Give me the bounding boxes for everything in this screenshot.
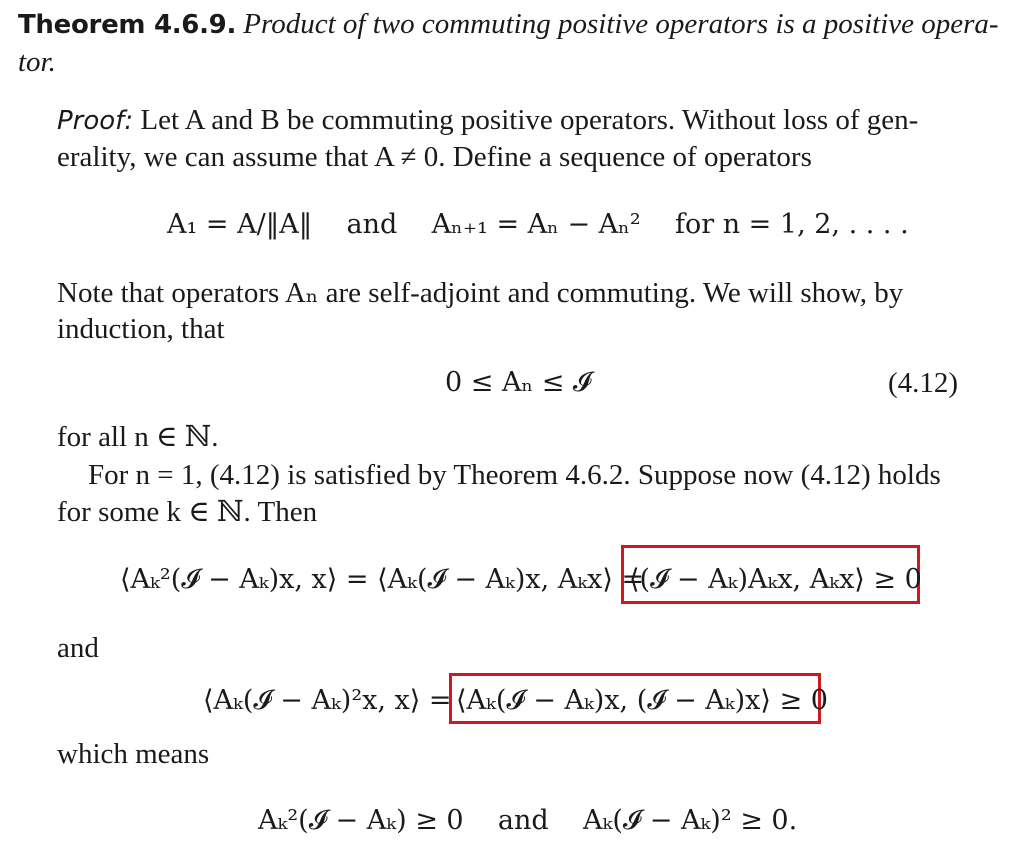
final-equation: Aₖ²(𝓘 − Aₖ) ≥ 0 and Aₖ(𝓘 − Aₖ)² ≥ 0. xyxy=(258,805,798,836)
proof-line-8: which means xyxy=(57,738,210,770)
theorem-statement-line xyxy=(18,6,999,43)
theorem-label: Theorem 4.6.9. xyxy=(18,10,237,40)
proof-line-3: Note that operators Aₙ are self-adjoint and commuting. We will show, by xyxy=(57,277,904,309)
second-equation-boxed: ⟨Aₖ(𝓘 − Aₖ)x, (𝓘 − Aₖ)x⟩ ≥ 0 xyxy=(456,685,828,716)
theorem-statement: Product of two commuting positive operators is a positive opera- xyxy=(243,8,999,40)
proof-label: Proof: xyxy=(57,106,134,136)
theorem-statement-continuation: tor. xyxy=(18,46,56,78)
proof-line-6: For n = 1, (4.12) is satisfied by Theorem 4.6.2. Suppose now (4.12) holds xyxy=(88,459,941,491)
proof-line-5: for all n ∈ ℕ. xyxy=(57,421,219,453)
proof-line-7: for some k ∈ ℕ. Then xyxy=(57,496,318,528)
second-equation-lhs: ⟨Aₖ(𝓘 − Aₖ)²x, x⟩ = xyxy=(203,685,452,716)
first-equation-boxed: ⟨(𝓘 − Aₖ)Aₖx, Aₖx⟩ ≥ 0 xyxy=(629,564,922,595)
proof-text-1: Let A and B be commuting positive operators. Without loss of gen- xyxy=(140,104,919,136)
proof-line-4: induction, that xyxy=(57,313,225,345)
sequence-equation: A₁ = A/‖A‖ and Aₙ₊₁ = Aₙ − Aₙ² for n = 1, 2, . . . . xyxy=(167,209,909,240)
conjunction-and: and xyxy=(57,632,99,664)
induction-equation: 0 ≤ Aₙ ≤ 𝓘 xyxy=(445,367,592,398)
proof-line-2: erality, we can assume that A ≠ 0. Define a sequence of operators xyxy=(57,141,812,173)
proof-line-1 xyxy=(57,102,918,139)
first-equation-lhs: ⟨Aₖ²(𝓘 − Aₖ)x, x⟩ = ⟨Aₖ(𝓘 − Aₖ)x, Aₖx⟩ = xyxy=(120,564,645,595)
equation-number: (4.12) xyxy=(888,367,959,399)
